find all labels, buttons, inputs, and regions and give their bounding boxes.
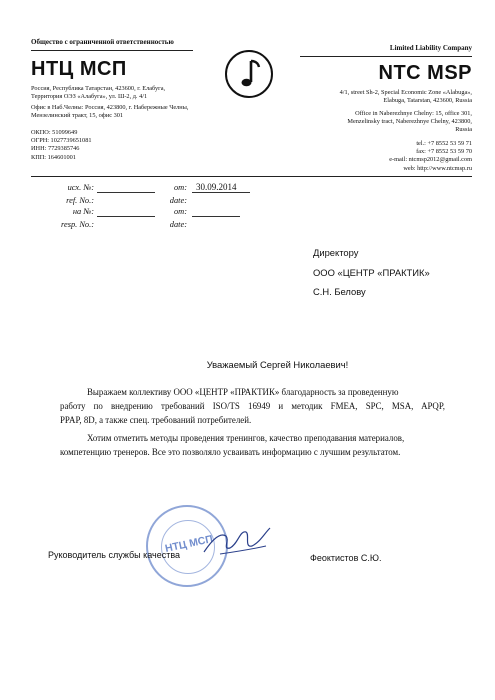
org-type-en: Limited Liability Company [389, 44, 472, 52]
salutation: Уважаемый Сергей Николаевич! [206, 359, 349, 370]
fax: fax: +7 8552 53 59 70 [416, 148, 472, 156]
website: web: http://www.ntcmsp.ru [403, 164, 472, 172]
ref-number-label: ref. No.: [66, 196, 94, 205]
outgoing-date-line [192, 192, 250, 193]
outgoing-date-value: 30.09.2014 [196, 182, 237, 192]
addressee-title: Директору [313, 247, 359, 258]
stamp-text: НТЦ МСП [164, 533, 214, 555]
okpo: ОКПО: 51099649 [31, 129, 78, 136]
address-ru-elabuga: Россия, Республика Татарстан, 423600, г. Елабуга, Территория ОЭЗ «Алабуга», ул. Ш-2, д. 4/1 [31, 85, 166, 101]
reply-date-label: от: [173, 207, 187, 216]
signatory-name: Феоктистов С.Ю. [310, 553, 382, 563]
paragraph-1: Выражаем коллективу ООО «ЦЕНТР «ПРАКТИК» благодарность за проведенную работу по внедрению требований ISO/TS 16949 и методик FMEA, SPC, MSA, APQP, PPAP, 8D, а также спец. требований потребителей. [60, 387, 445, 425]
header-divider-right [300, 56, 472, 57]
inn: ИНН: 7729385746 [31, 145, 80, 153]
reply-number-line [97, 216, 155, 217]
paragraph-2: Хотим отметить методы проведения тренингов, качество преподавания материалов, компетенцию тренеров. Все это позволяло усваивать информацию с лучшим результатом. [60, 433, 405, 457]
resp-number-label: resp. No.: [61, 220, 94, 229]
outgoing-date-label: от: [173, 183, 187, 192]
handwritten-signature [200, 522, 280, 562]
reply-date-line [192, 216, 240, 217]
addressee-company: ООО «ЦЕНТР «ПРАКТИК» [313, 266, 430, 278]
addressee-block [313, 243, 430, 302]
outgoing-number-line [97, 192, 155, 193]
brand-ru: НТЦ МСП [31, 58, 127, 80]
address-en-chelny: Office in Naberezhnye Chelny: 15, office 301, Menzelinsky tract, Naberezhnye Chelny, 423800, Russia [347, 110, 472, 134]
signatory-position: Руководитель службы качества [48, 550, 181, 560]
ogrn: ОГРН: 1027739651081 [31, 137, 92, 145]
kpp: КПП: 164601001 [31, 153, 76, 161]
resp-date-label: date: [169, 220, 187, 229]
company-logo [225, 50, 273, 98]
phone: tel.: +7 8552 53 59 71 [416, 140, 472, 147]
header-divider-left [31, 50, 193, 51]
music-note-icon [227, 52, 271, 96]
address-ru-chelny: Офис в Наб.Челны: Россия, 423800, г. Набережные Челны, Мензелинский тракт, 15, офис 301 [31, 104, 189, 120]
contacts [296, 140, 472, 173]
header-bottom-divider [31, 176, 472, 177]
email: e-mail: ntcmsp2012@gmail.com [389, 156, 472, 164]
address-en-elabuga: 4/1, street Sh-2, Special Economic Zone «Alabuga», Elabuga, Tatarstan, 423600, Russia [339, 89, 472, 105]
addressee-name: С.Н. Белову [313, 286, 366, 297]
outgoing-number-label: исх. №: [67, 183, 94, 192]
brand-en: NTC MSP [378, 62, 472, 84]
ref-date-label: date: [169, 196, 187, 205]
reply-number-label: на №: [72, 207, 94, 216]
org-type-ru: Общество с ограниченной ответственностью [31, 38, 174, 46]
company-codes [31, 129, 191, 162]
